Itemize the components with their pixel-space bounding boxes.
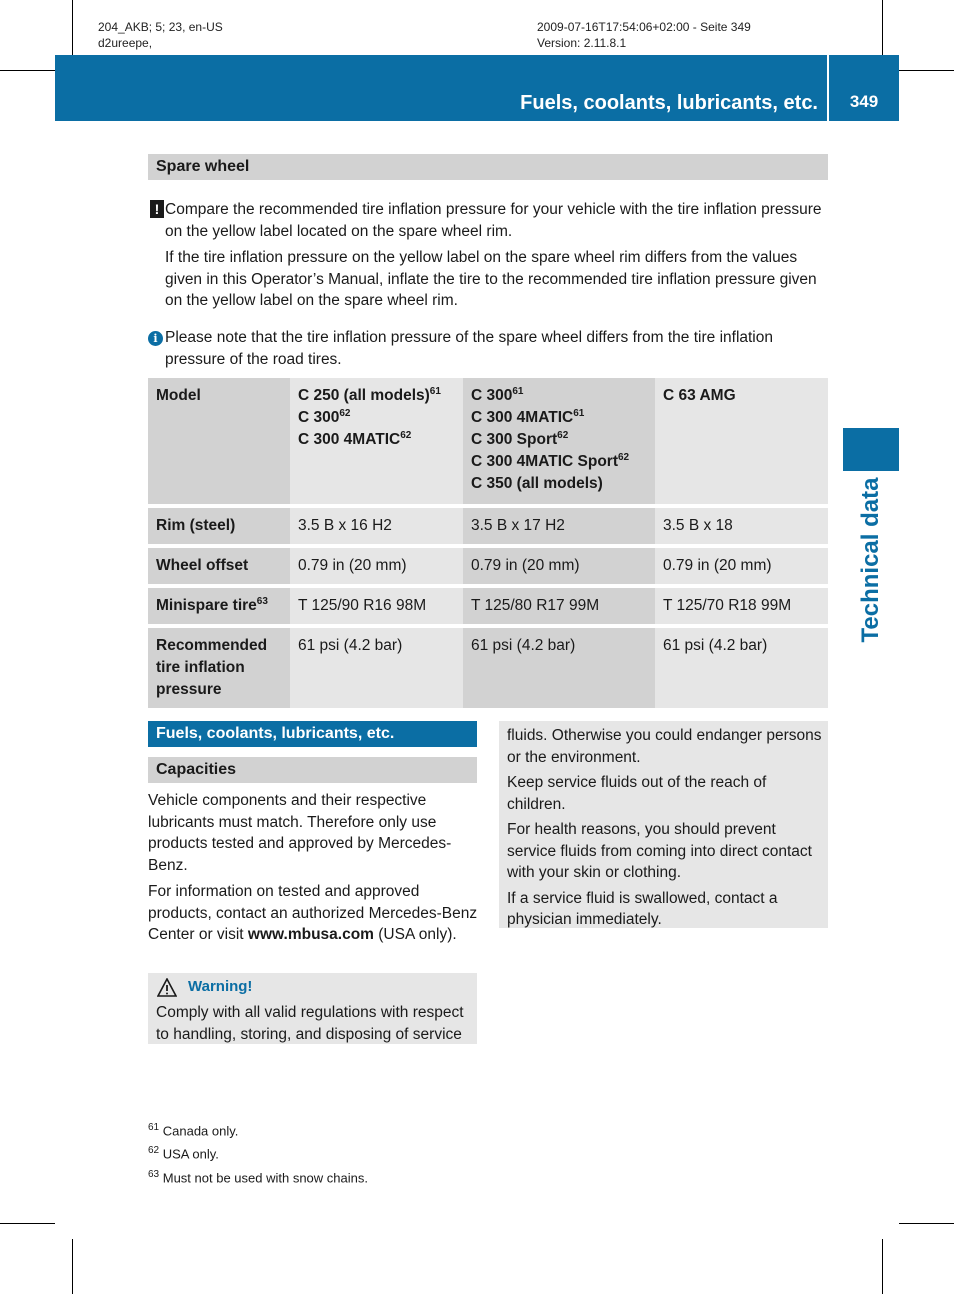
table-header-row bbox=[148, 378, 828, 506]
model-name: C 300 4MATIC Sport$^{62}$ bbox=[471, 451, 630, 470]
model-name: C 300 4MATIC$^{62}$ bbox=[298, 429, 412, 448]
model-name: C 350 (all models) bbox=[471, 475, 603, 492]
model-name: C 300 4MATIC$^{61}$ bbox=[471, 407, 585, 426]
warning-continuation-box bbox=[499, 721, 828, 928]
capacities-paragraph-2: For information on tested and approved products, contact an authorized Mercedes-Benz Center or visit www.mbusa.com (USA only). bbox=[148, 883, 478, 943]
table-cell: 3.5 B x 17 H2 bbox=[463, 506, 655, 546]
crop-mark bbox=[882, 1239, 883, 1294]
table-cell: 0.79 in (20 mm) bbox=[463, 546, 655, 586]
continuation-paragraph: If a service fluid is swallowed, contact a physician immediately. bbox=[507, 889, 778, 928]
capacities-paragraph-1: Vehicle components and their respective lubricants must match. Therefore only use products tested and approved by Mercedes-Benz. bbox=[148, 792, 452, 874]
table-cell: 61 psi (4.2 bar) bbox=[290, 626, 463, 710]
table-row bbox=[148, 626, 828, 710]
crop-mark bbox=[899, 1223, 954, 1224]
warning-triangle-icon bbox=[157, 978, 177, 998]
table-cell: 3.5 B x 18 bbox=[655, 506, 828, 546]
footnote: $^{63}$ Must not be used with snow chains. bbox=[148, 1168, 368, 1185]
info-text: Please note that the tire inflation pressure of the spare wheel differs from the tire inflation pressure of the road tires. bbox=[165, 329, 773, 368]
meta-left-line2: d2ureepe, bbox=[98, 36, 153, 50]
warning-text: Comply with all valid regulations with respect to handling, storing, and disposing of service bbox=[156, 1004, 464, 1043]
crop-mark bbox=[882, 0, 883, 55]
row-label: Wheel offset bbox=[148, 546, 290, 586]
footnote: $^{62}$ USA only. bbox=[148, 1145, 219, 1162]
print-meta-left bbox=[98, 19, 223, 51]
warning-box bbox=[148, 973, 477, 1044]
caution-paragraph-2: If the tire inflation pressure on the yellow label on the spare wheel rim differs from the values given in this Operator’s Manual, inflate the tire to the recommended tire inflation pressure given on the yellow label on the spare wheel rim. bbox=[165, 249, 817, 309]
caution-icon: ! bbox=[150, 200, 164, 218]
info-icon: i bbox=[148, 331, 163, 346]
crop-mark bbox=[72, 1239, 73, 1294]
model-name: C $300^{61}$ bbox=[471, 385, 524, 404]
mbusa-link[interactable]: www.mbusa.com bbox=[247, 926, 374, 943]
fuels-heading: Fuels, coolants, lubricants, etc. bbox=[148, 721, 477, 747]
table-header-col3: C 63 AMG bbox=[655, 378, 828, 506]
warning-continuation-text bbox=[507, 725, 825, 935]
model-name: C $300^{62}$ bbox=[298, 407, 351, 426]
row-label: Minispare tire$^{63}$ bbox=[148, 586, 290, 626]
crop-mark bbox=[899, 70, 954, 71]
capacities-text bbox=[148, 790, 479, 951]
table-cell: 0.79 in (20 mm) bbox=[290, 546, 463, 586]
crop-mark bbox=[72, 0, 73, 55]
row-label: Rim (steel) bbox=[148, 506, 290, 546]
table-cell: T 125/70 R18 99M bbox=[655, 586, 828, 626]
table-cell: 61 psi (4.2 bar) bbox=[655, 626, 828, 710]
table-row bbox=[148, 506, 828, 546]
warning-title: Warning! bbox=[188, 978, 253, 995]
meta-right-line1: 2009-07-16T17:54:06+02:00 - Seite 349 bbox=[537, 20, 751, 34]
table-row bbox=[148, 546, 828, 586]
page-header bbox=[55, 55, 899, 121]
footnote: $^{61}$ Canada only. bbox=[148, 1122, 239, 1139]
crop-mark bbox=[0, 70, 55, 71]
table-header-col2 bbox=[463, 378, 655, 506]
model-name: C 250 (all models)$^{61}$ bbox=[298, 385, 441, 404]
spare-wheel-heading: Spare wheel bbox=[148, 154, 828, 180]
footnotes bbox=[148, 1118, 368, 1188]
row-label: Recommended tire inflation pressure bbox=[148, 626, 290, 710]
header-title: Fuels, coolants, lubricants, etc. bbox=[520, 92, 818, 114]
side-tab-marker bbox=[843, 428, 899, 471]
table-cell: 61 psi (4.2 bar) bbox=[463, 626, 655, 710]
crop-mark bbox=[0, 1223, 55, 1224]
continuation-paragraph: Keep service fluids out of the reach of children. bbox=[507, 774, 767, 813]
table-header-col1 bbox=[290, 378, 463, 506]
model-name: C 300 Sport$^{62}$ bbox=[471, 429, 569, 448]
capacities-heading: Capacities bbox=[148, 757, 477, 783]
page-number: 349 bbox=[849, 92, 879, 111]
side-section-label: Technical data bbox=[857, 477, 884, 643]
spare-wheel-table bbox=[148, 378, 828, 712]
table-row bbox=[148, 586, 828, 626]
table-cell: 0.79 in (20 mm) bbox=[655, 546, 828, 586]
table-cell: T 125/80 R17 99M bbox=[463, 586, 655, 626]
caution-text bbox=[165, 199, 829, 317]
table-header-model: Model bbox=[148, 378, 290, 506]
table-cell: 3.5 B x 16 H2 bbox=[290, 506, 463, 546]
meta-right-line2: Version: 2.11.8.1 bbox=[537, 36, 627, 50]
continuation-paragraph: fluids. Otherwise you could endanger persons or the environment. bbox=[507, 727, 822, 766]
table-cell: T 125/90 R16 98M bbox=[290, 586, 463, 626]
caution-paragraph-1: Compare the recommended tire inflation pressure for your vehicle with the tire inflation pressure on the yellow label located on the spare wheel rim. bbox=[165, 201, 822, 240]
print-meta-right bbox=[537, 19, 751, 51]
meta-left-line1: 204_AKB; 5; 23, en-US bbox=[98, 20, 223, 34]
continuation-paragraph: For health reasons, you should prevent service fluids from coming into direct contact with your skin or clothing. bbox=[507, 821, 812, 881]
